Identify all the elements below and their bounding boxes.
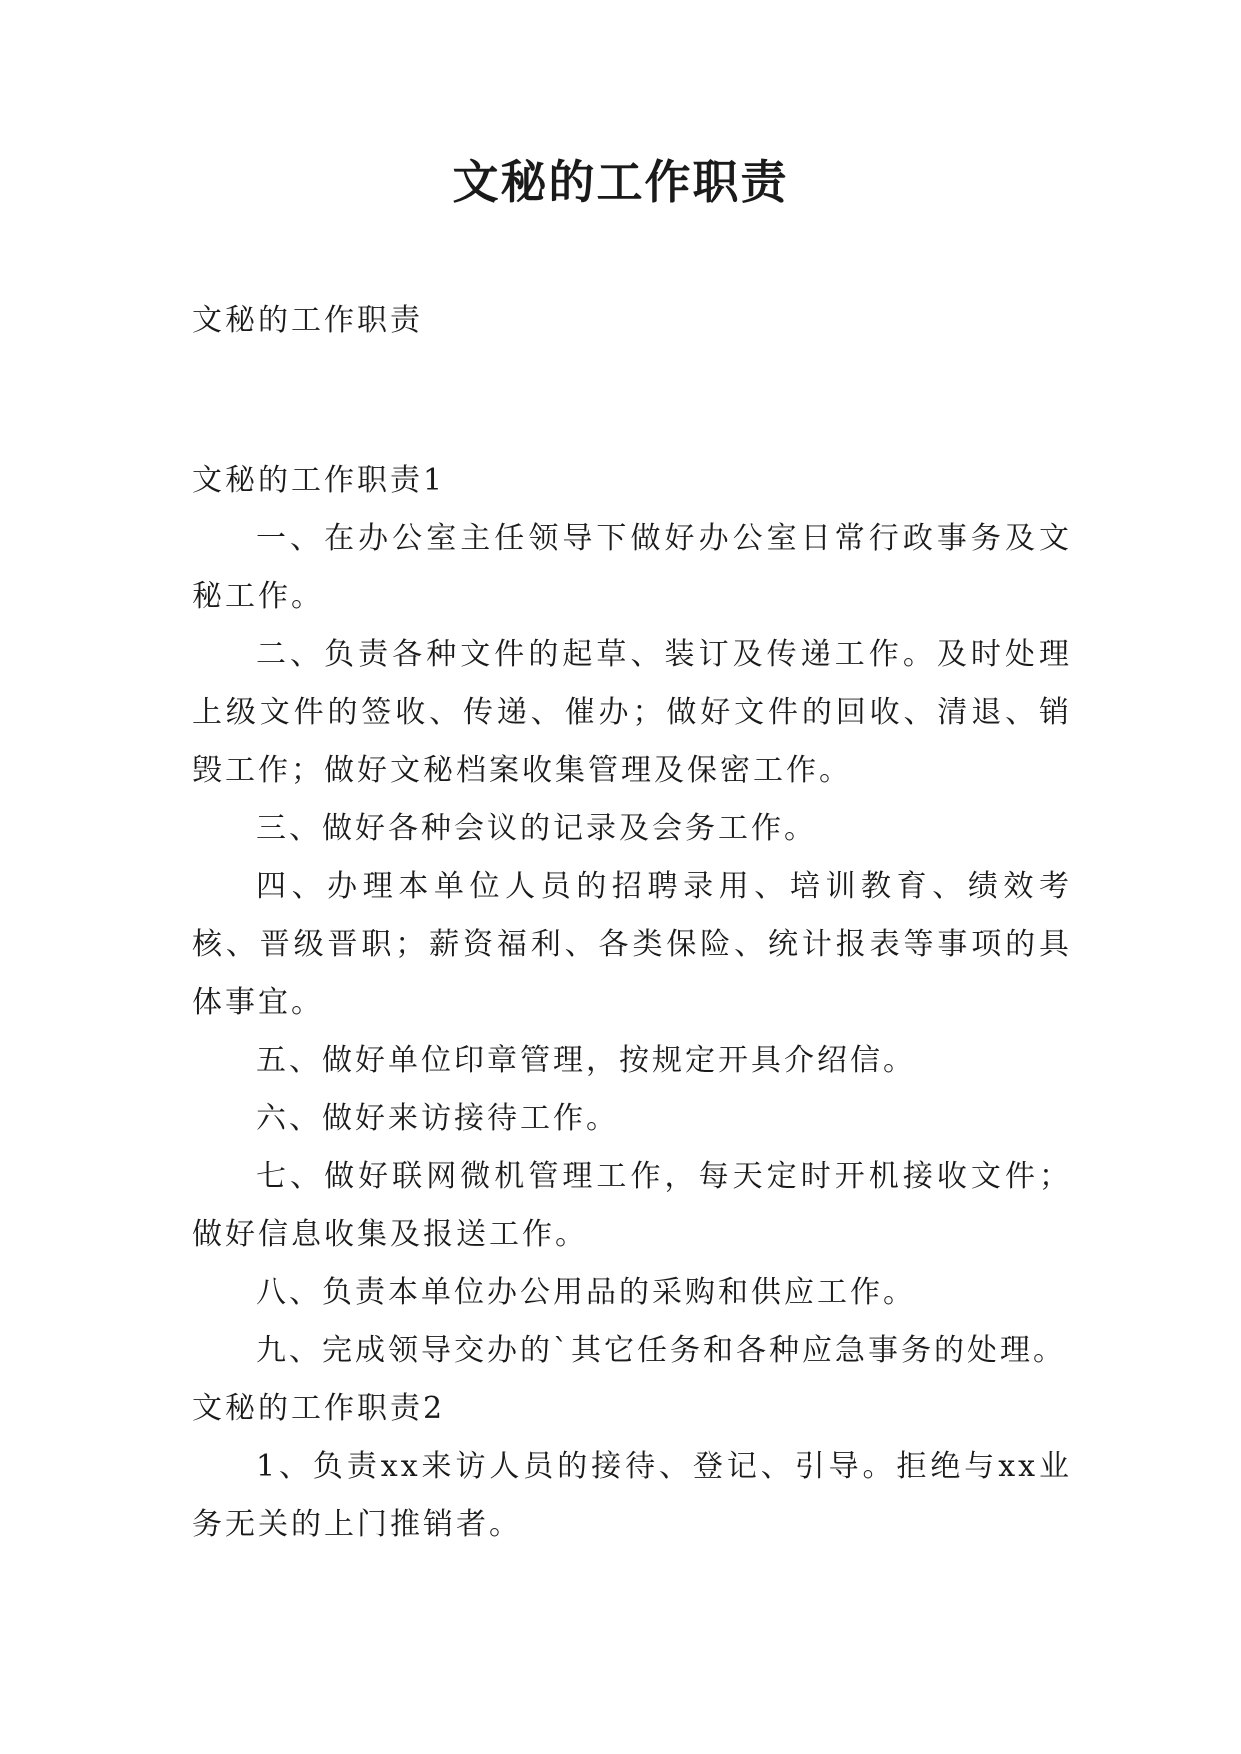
paragraph: 五、做好单位印章管理，按规定开具介绍信。 <box>256 1043 916 1078</box>
section-heading-2: 文秘的工作职责2 <box>192 1391 446 1426</box>
document-title: 文秘的工作职责 <box>452 155 789 209</box>
paragraph: 二、负责各种文件的起草、装订及传递工作。及时处理上级文件的签收、传递、催办；做好文件的回收、清退、销毁工作；做好文秘档案收集管理及保密工作。 <box>192 637 1072 788</box>
paragraph: 1、负责xx来访人员的接待、登记、引导。拒绝与xx业务无关的上门推销者。 <box>192 1449 1072 1542</box>
paragraph: 八、负责本单位办公用品的采购和供应工作。 <box>256 1275 916 1310</box>
document-subtitle: 文秘的工作职责 <box>192 303 423 338</box>
paragraph: 六、做好来访接待工作。 <box>256 1101 619 1136</box>
paragraph: 七、做好联网微机管理工作，每天定时开机接收文件；做好信息收集及报送工作。 <box>192 1159 1072 1252</box>
document-body <box>192 292 1072 1554</box>
section-heading-1: 文秘的工作职责1 <box>192 463 446 498</box>
paragraph: 三、做好各种会议的记录及会务工作。 <box>256 811 817 846</box>
paragraph: 一、在办公室主任领导下做好办公室日常行政事务及文秘工作。 <box>192 521 1072 614</box>
paragraph: 九、完成领导交办的`其它任务和各种应急事务的处理。 <box>256 1333 1066 1368</box>
paragraph: 四、办理本单位人员的招聘录用、培训教育、绩效考核、晋级晋职；薪资福利、各类保险、统计报表等事项的具体事宜。 <box>192 869 1072 1020</box>
